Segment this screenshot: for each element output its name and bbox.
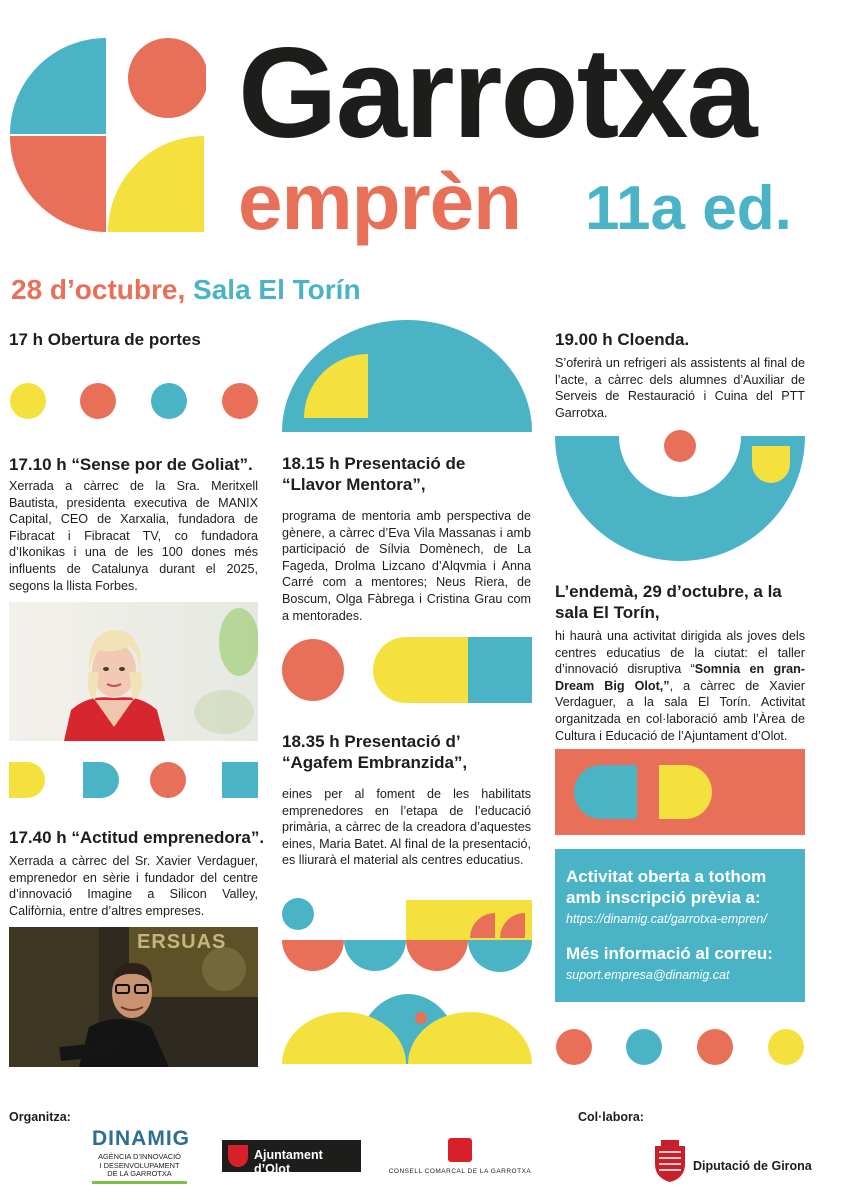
presentation1-heading: 18.15 h Presentació de “Llavor Mentora”, [282,454,466,494]
dinamig-desc-2: I DESENVOLUPAMENT [99,1160,180,1170]
ajuntament-name: Ajuntament d’Olot [254,1148,323,1176]
edition-label: 11a ed. [585,174,792,243]
decor-shapes-bottom [282,896,532,1066]
presentation2-description: eines per al foment de les habilitats emprenedores en l’etapa de l’educació primària, a càrrec de la creadora d’aquestes eines, Maria Batet. Al final de la presentació, es lliurarà el material als centres educatius. [282,787,531,868]
logo-shape [10,38,206,232]
decor-shapes-mid [282,637,532,703]
event-title: Garrotxa [238,22,756,165]
decor-dots-row-3 [555,1028,805,1066]
decor-dots-row-1 [9,382,261,420]
closing-description: S’oferirà un refrigeri als assistents al final de l’acte, a càrrec dels alumnes d’Auxiliar de Serveis de Restauració i Cuina del PTT Garrotxa. [555,356,805,420]
collaborator-label: Col·labora: [578,1110,644,1124]
event-date: 28 d’octubre, [11,274,186,305]
consell-comarcal-logo [384,1138,536,1175]
dinamig-underline [92,1181,187,1184]
contact-text: Més informació al correu: [566,944,773,963]
talk2-heading: 17.40 h “Actitud emprenedora”. [9,828,265,847]
presentation2-heading: 18.35 h Presentació d’ “Agafem Embranzida”, [282,732,468,772]
consell-emblem-icon [448,1138,472,1162]
decor-half-circle-top [282,320,532,432]
event-venue: Sala El Torín [193,274,361,305]
dinamig-desc-1: AGÈNCIA D’INNOVACIÓ [98,1152,181,1161]
next-day-text-2: , a càrrec de Xavier Verdaguer, a la sala El Torín. Activitat organitzada en col·laboració amb l’Àrea de Cultura i Educació de l’Ajuntament d’Olot. [555,678,805,743]
decor-shapes-row-2 [9,762,259,798]
decor-coral-box [555,749,805,835]
registration-info-box [555,849,805,1002]
dinamig-name: DINAMIG [92,1127,190,1150]
decor-ring [555,428,805,564]
speaker2-photo [9,927,258,1067]
closing-heading: 19.00 h Cloenda. [555,330,690,349]
talk1-description: Xerrada a càrrec de la Sra. Meritxell Bautista, presidenta executiva de MANIX Capital, CEO de Xarxalia, fundadora de Fibracat i Fibracat TV, co fundadora d’Ikonikas i una de les 100 dones més influents de Catalunya durant el 2025, segons la llista Forbes. [9,479,258,593]
speaker2-photo-banner: ERSUAS [137,931,227,953]
next-day-description [555,628,805,744]
talk1-heading: 17.10 h “Sense por de Goliat”. [9,455,253,474]
diputacio-girona-logo [653,1140,813,1184]
opening-heading: 17 h Obertura de portes [9,330,201,349]
consell-name: CONSELL COMARCAL DE LA GARROTXA [388,1168,532,1175]
next-day-workshop-name: Somnia en gran- Dream Big Olot,” [555,662,805,693]
ajuntament-shield-icon [228,1145,248,1167]
dinamig-desc-3: DE LA GARROTXA [107,1169,172,1179]
registration-link[interactable]: https://dinamig.cat/garrotxa-empren/ [566,912,767,926]
talk2-description: Xerrada a càrrec del Sr. Xavier Verdaguer, emprenedor en sèrie i fundador del centre d’innovació Imagine a Silicon Valley, Califòrnia, entre d’altres empreses. [9,854,258,918]
event-subtitle: emprèn [238,157,521,246]
next-day-heading: L’endemà, 29 d’octubre, a la sala El Torín, [555,582,782,622]
organizer-label: Organitza: [9,1110,71,1124]
contact-email-link[interactable]: suport.empresa@dinamig.cat [566,968,730,982]
ajuntament-olot-logo [222,1140,361,1176]
presentation1-description: programa de mentoria amb perspectiva de gènere, a càrrec d’Eva Vila Massanas i amb participació de Sílvia Domènech, de La Fageda, Drolma Lizcano d’Alqvmia i Anna Carré com a mentores; Neus Riera, de Boscum, Olga Fàbrega i Cristina Grau com a mentorades. [282,509,531,623]
event-date-venue [11,275,361,306]
diputacio-name: Diputació de Girona [693,1159,812,1173]
dinamig-logo [92,1127,190,1184]
diputacio-shield-icon [653,1140,687,1182]
next-day-text-1: hi haurà una activitat dirigida als joves dels centres educatius de la ciutat: el taller d’innovació disruptiva “ [555,629,805,677]
speaker1-photo [9,602,258,741]
registration-text: Activitat oberta a tothom amb inscripció prèvia a: [566,867,767,908]
